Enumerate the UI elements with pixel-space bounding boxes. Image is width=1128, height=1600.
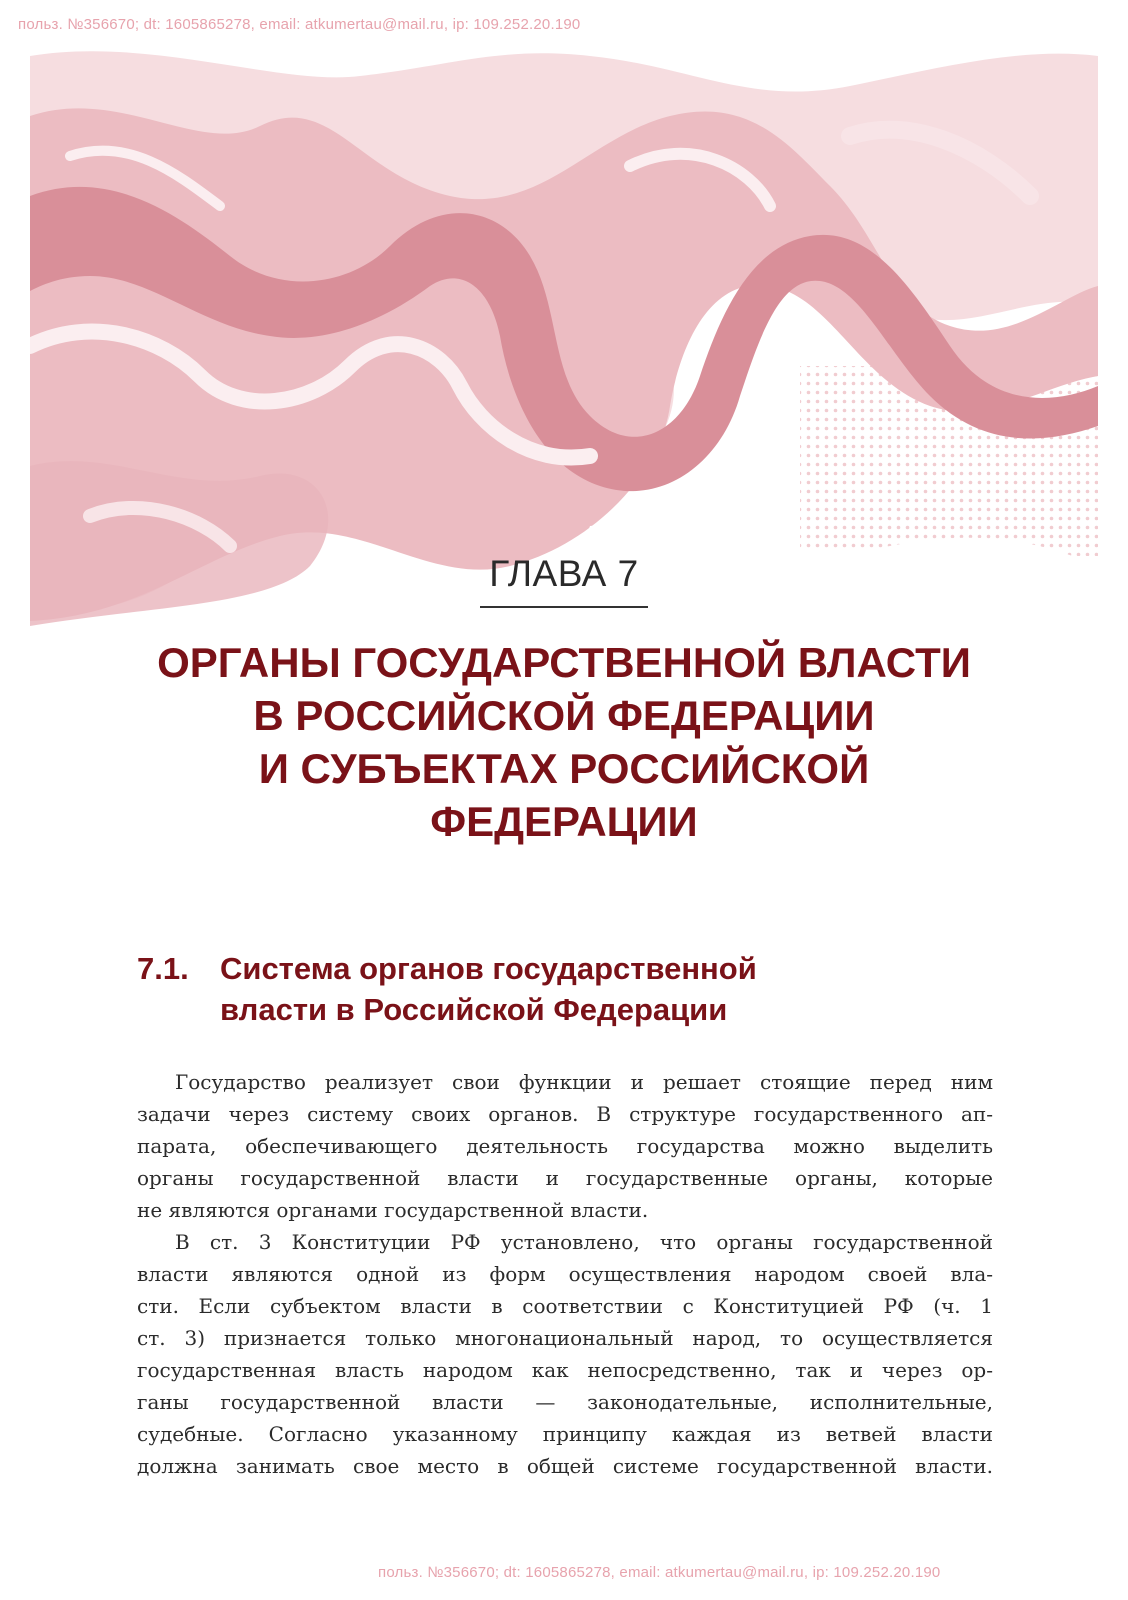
chapter-title-line-3: И СУБЪЕКТАХ РОССИЙСКОЙ [258, 745, 870, 792]
chapter-title [60, 636, 1068, 848]
section-heading [137, 948, 757, 1030]
section-title-line-2: власти в Российской Федерации [220, 992, 728, 1027]
chapter-title-line-4: ФЕДЕРАЦИИ [430, 798, 698, 845]
body-line: государственная власть народом как непосредственно, так и через ор- [137, 1358, 993, 1382]
body-line: ганы государственной власти — законодательные, исполнительные, [137, 1390, 993, 1414]
body-line: Государство реализует свои функции и решает стоящие перед ним [175, 1070, 993, 1094]
body-text [137, 1066, 993, 1482]
decorative-swirl-art [30, 46, 1098, 626]
section-number: 7.1. [137, 951, 189, 986]
body-line: В ст. 3 Конституции РФ установлено, что органы государственной [175, 1230, 993, 1254]
watermark-bottom: польз. №356670; dt: 1605865278, email: atkumertau@mail.ru, ip: 109.252.20.190 [378, 1564, 941, 1581]
body-line: не являются органами государственной власти. [137, 1198, 649, 1222]
body-line: парата, обеспечивающего деятельность государства можно выделить [137, 1134, 993, 1158]
chapter-title-line-1: ОРГАНЫ ГОСУДАРСТВЕННОЙ ВЛАСТИ [157, 639, 971, 686]
body-line: органы государственной власти и государственные органы, которые [137, 1166, 993, 1190]
watermark-top: польз. №356670; dt: 1605865278, email: atkumertau@mail.ru, ip: 109.252.20.190 [18, 16, 581, 33]
body-line: задачи через систему своих органов. В структуре государственного ап- [137, 1102, 993, 1126]
chapter-divider [480, 606, 648, 608]
body-line: сти. Если субъектом власти в соответствии с Конституцией РФ (ч. 1 [137, 1294, 993, 1318]
chapter-label: ГЛАВА 7 [489, 553, 639, 594]
chapter-title-line-2: В РОССИЙСКОЙ ФЕДЕРАЦИИ [253, 692, 875, 739]
body-line: власти являются одной из форм осуществления народом своей вла- [137, 1262, 993, 1286]
section-title-line-1: Система органов государственной [220, 951, 757, 986]
body-line: судебные. Согласно указанному принципу каждая из ветвей власти [137, 1422, 993, 1446]
body-line: должна занимать свое место в общей системе государственной власти. [137, 1454, 993, 1478]
body-line: ст. 3) признается только многонациональный народ, то осуществляется [137, 1326, 993, 1350]
